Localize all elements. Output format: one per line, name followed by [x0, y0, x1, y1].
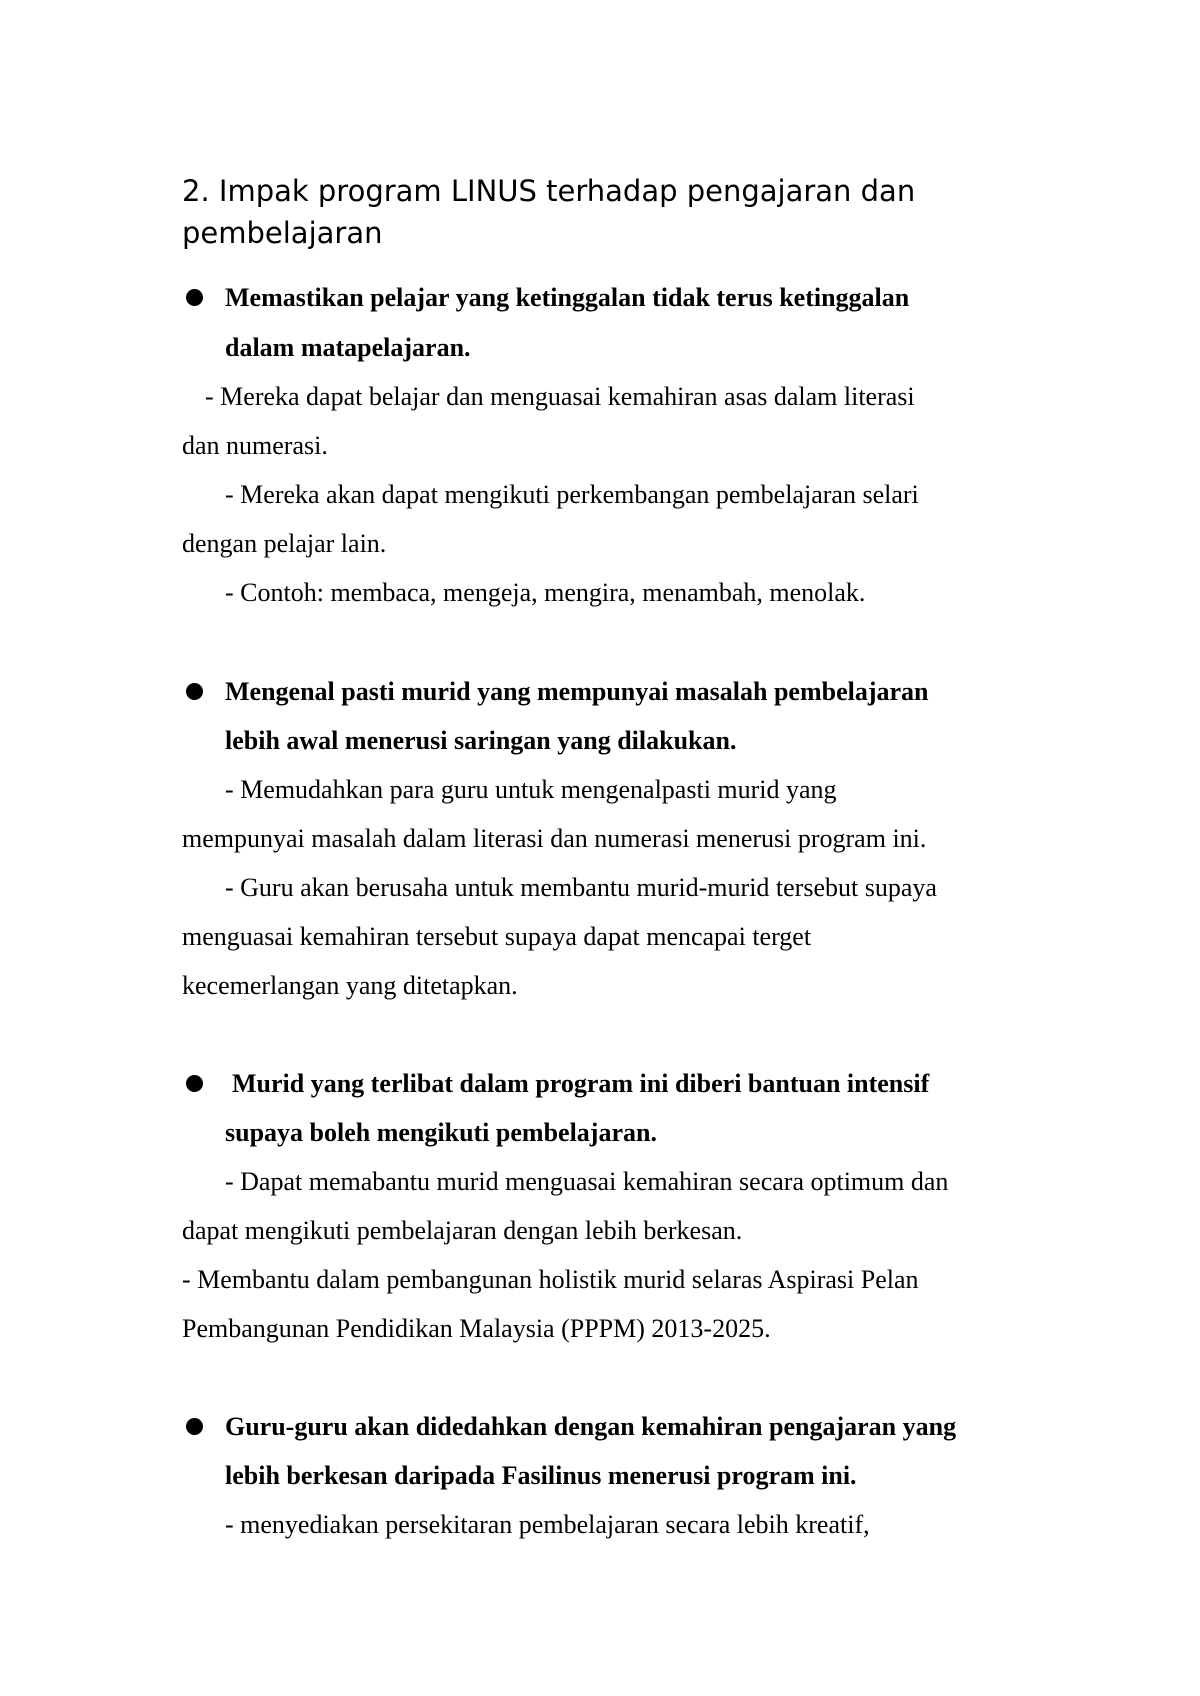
body-line: dapat mengikuti pembelajaran dengan lebih berkesan.	[182, 1216, 743, 1245]
body-line: - menyediakan persekitaran pembelajaran secara lebih kreatif,	[225, 1510, 870, 1539]
bullet-dot-icon	[186, 289, 203, 306]
bullet-text: Memastikan pelajar yang ketinggalan tidak terus ketinggalan	[225, 283, 910, 312]
page-heading: 2. Impak program LINUS terhadap pengajaran dan pembelajaran	[182, 174, 916, 250]
bullet-text: Guru-guru akan didedahkan dengan kemahiran pengajaran yang	[225, 1412, 957, 1441]
bullet-text: Mengenal pasti murid yang mempunyai masalah pembelajaran	[225, 677, 929, 706]
body-line: dan numerasi.	[182, 431, 328, 460]
bullet-text: supaya boleh mengikuti pembelajaran.	[225, 1118, 657, 1147]
body-line: dengan pelajar lain.	[182, 529, 387, 558]
body-line: kecemerlangan yang ditetapkan.	[182, 971, 518, 1000]
bullet-dot-icon	[186, 683, 203, 700]
bullet-text: Murid yang terlibat dalam program ini diberi bantuan intensif	[232, 1069, 930, 1098]
body-line: - Guru akan berusaha untuk membantu murid-murid tersebut supaya	[225, 873, 937, 902]
bullet-dot-icon	[186, 1075, 203, 1092]
body-line: mempunyai masalah dalam literasi dan numerasi menerusi program ini.	[182, 824, 927, 853]
body-line: - Memudahkan para guru untuk mengenalpasti murid yang	[225, 775, 837, 804]
bullet-text: lebih berkesan daripada Fasilinus menerusi program ini.	[225, 1461, 857, 1490]
body-line: - Mereka dapat belajar dan menguasai kemahiran asas dalam literasi	[205, 382, 915, 411]
body-line: menguasai kemahiran tersebut supaya dapat mencapai terget	[182, 922, 812, 951]
bullet-dot-icon	[186, 1418, 203, 1435]
bullet-text: dalam matapelajaran.	[225, 333, 471, 362]
body-line: - Membantu dalam pembangunan holistik murid selaras Aspirasi Pelan	[182, 1265, 919, 1294]
body-line: - Dapat memabantu murid menguasai kemahiran secara optimum dan	[225, 1167, 949, 1196]
bullet-text: lebih awal menerusi saringan yang dilakukan.	[225, 726, 737, 755]
body-line: Pembangunan Pendidikan Malaysia (PPPM) 2013-2025.	[182, 1314, 771, 1343]
body-line: - Mereka akan dapat mengikuti perkembangan pembelajaran selari	[225, 480, 919, 509]
body-line: - Contoh: membaca, mengeja, mengira, menambah, menolak.	[225, 578, 866, 607]
